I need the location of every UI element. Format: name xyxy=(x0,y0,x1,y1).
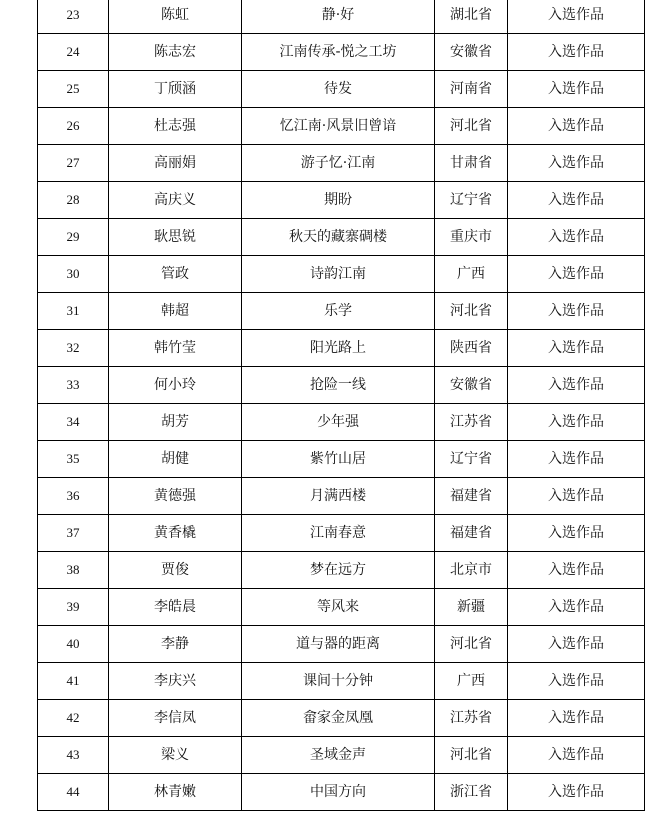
author-name-cell: 胡健 xyxy=(109,441,242,478)
province-cell: 河北省 xyxy=(435,737,508,774)
row-number-cell: 30 xyxy=(38,256,109,293)
status-cell: 入选作品 xyxy=(508,774,645,811)
table-row xyxy=(38,108,645,145)
province-cell: 辽宁省 xyxy=(435,182,508,219)
author-name-cell: 何小玲 xyxy=(109,367,242,404)
author-name-cell: 杜志强 xyxy=(109,108,242,145)
work-title-cell: 少年强 xyxy=(242,404,435,441)
table-row xyxy=(38,256,645,293)
row-number-cell: 36 xyxy=(38,478,109,515)
author-name-cell: 管政 xyxy=(109,256,242,293)
author-name-cell: 李信凤 xyxy=(109,700,242,737)
work-title-cell: 阳光路上 xyxy=(242,330,435,367)
row-number-cell: 31 xyxy=(38,293,109,330)
row-number-cell: 33 xyxy=(38,367,109,404)
status-cell: 入选作品 xyxy=(508,478,645,515)
status-cell: 入选作品 xyxy=(508,145,645,182)
author-name-cell: 李皓晨 xyxy=(109,589,242,626)
status-cell: 入选作品 xyxy=(508,404,645,441)
row-number-cell: 24 xyxy=(38,34,109,71)
work-title-cell: 游子忆·江南 xyxy=(242,145,435,182)
work-title-cell: 紫竹山居 xyxy=(242,441,435,478)
province-cell: 河南省 xyxy=(435,71,508,108)
row-number-cell: 43 xyxy=(38,737,109,774)
table-row xyxy=(38,774,645,811)
author-name-cell: 韩竹莹 xyxy=(109,330,242,367)
row-number-cell: 26 xyxy=(38,108,109,145)
author-name-cell: 贾俊 xyxy=(109,552,242,589)
status-cell: 入选作品 xyxy=(508,663,645,700)
work-title-cell: 江南春意 xyxy=(242,515,435,552)
row-number-cell: 29 xyxy=(38,219,109,256)
province-cell: 辽宁省 xyxy=(435,441,508,478)
province-cell: 广西 xyxy=(435,256,508,293)
author-name-cell: 高丽娟 xyxy=(109,145,242,182)
row-number-cell: 32 xyxy=(38,330,109,367)
status-cell: 入选作品 xyxy=(508,515,645,552)
row-number-cell: 25 xyxy=(38,71,109,108)
status-cell: 入选作品 xyxy=(508,441,645,478)
work-title-cell: 中国方向 xyxy=(242,774,435,811)
row-number-cell: 38 xyxy=(38,552,109,589)
row-number-cell: 40 xyxy=(38,626,109,663)
work-title-cell: 圣域金声 xyxy=(242,737,435,774)
province-cell: 河北省 xyxy=(435,293,508,330)
work-title-cell: 抢险一线 xyxy=(242,367,435,404)
province-cell: 重庆市 xyxy=(435,219,508,256)
author-name-cell: 黄香橇 xyxy=(109,515,242,552)
status-cell: 入选作品 xyxy=(508,589,645,626)
status-cell: 入选作品 xyxy=(508,0,645,34)
status-cell: 入选作品 xyxy=(508,330,645,367)
province-cell: 安徽省 xyxy=(435,34,508,71)
table-row xyxy=(38,293,645,330)
table-row xyxy=(38,182,645,219)
table-row xyxy=(38,219,645,256)
author-name-cell: 胡芳 xyxy=(109,404,242,441)
status-cell: 入选作品 xyxy=(508,71,645,108)
row-number-cell: 41 xyxy=(38,663,109,700)
province-cell: 陕西省 xyxy=(435,330,508,367)
work-title-cell: 道与器的距离 xyxy=(242,626,435,663)
status-cell: 入选作品 xyxy=(508,367,645,404)
province-cell: 北京市 xyxy=(435,552,508,589)
province-cell: 河北省 xyxy=(435,626,508,663)
work-title-cell: 等风来 xyxy=(242,589,435,626)
table-row xyxy=(38,0,645,34)
author-name-cell: 韩超 xyxy=(109,293,242,330)
province-cell: 福建省 xyxy=(435,515,508,552)
table-row xyxy=(38,589,645,626)
author-name-cell: 李庆兴 xyxy=(109,663,242,700)
author-name-cell: 陈虹 xyxy=(109,0,242,34)
table-row xyxy=(38,330,645,367)
author-name-cell: 高庆义 xyxy=(109,182,242,219)
status-cell: 入选作品 xyxy=(508,34,645,71)
status-cell: 入选作品 xyxy=(508,737,645,774)
row-number-cell: 37 xyxy=(38,515,109,552)
status-cell: 入选作品 xyxy=(508,256,645,293)
table-row xyxy=(38,145,645,182)
row-number-cell: 44 xyxy=(38,774,109,811)
work-title-cell: 忆江南·风景旧曾谙 xyxy=(242,108,435,145)
province-cell: 甘肃省 xyxy=(435,145,508,182)
work-title-cell: 待发 xyxy=(242,71,435,108)
status-cell: 入选作品 xyxy=(508,700,645,737)
row-number-cell: 34 xyxy=(38,404,109,441)
status-cell: 入选作品 xyxy=(508,182,645,219)
work-title-cell: 期盼 xyxy=(242,182,435,219)
table-row xyxy=(38,441,645,478)
author-name-cell: 黄德强 xyxy=(109,478,242,515)
province-cell: 安徽省 xyxy=(435,367,508,404)
results-table-body xyxy=(38,0,645,811)
table-row xyxy=(38,404,645,441)
row-number-cell: 28 xyxy=(38,182,109,219)
results-table xyxy=(37,0,645,811)
row-number-cell: 42 xyxy=(38,700,109,737)
status-cell: 入选作品 xyxy=(508,293,645,330)
status-cell: 入选作品 xyxy=(508,626,645,663)
status-cell: 入选作品 xyxy=(508,219,645,256)
province-cell: 福建省 xyxy=(435,478,508,515)
author-name-cell: 丁颀涵 xyxy=(109,71,242,108)
work-title-cell: 乐学 xyxy=(242,293,435,330)
work-title-cell: 诗韵江南 xyxy=(242,256,435,293)
work-title-cell: 静·好 xyxy=(242,0,435,34)
status-cell: 入选作品 xyxy=(508,108,645,145)
table-row xyxy=(38,515,645,552)
work-title-cell: 秋天的藏寨碉楼 xyxy=(242,219,435,256)
author-name-cell: 李静 xyxy=(109,626,242,663)
province-cell: 河北省 xyxy=(435,108,508,145)
table-row xyxy=(38,626,645,663)
work-title-cell: 梦在远方 xyxy=(242,552,435,589)
table-row xyxy=(38,71,645,108)
table-row xyxy=(38,737,645,774)
table-row xyxy=(38,478,645,515)
author-name-cell: 梁义 xyxy=(109,737,242,774)
table-row xyxy=(38,367,645,404)
author-name-cell: 林青嫩 xyxy=(109,774,242,811)
table-row xyxy=(38,34,645,71)
author-name-cell: 耿思锐 xyxy=(109,219,242,256)
province-cell: 湖北省 xyxy=(435,0,508,34)
row-number-cell: 23 xyxy=(38,0,109,34)
work-title-cell: 畲家金凤凰 xyxy=(242,700,435,737)
row-number-cell: 35 xyxy=(38,441,109,478)
province-cell: 新疆 xyxy=(435,589,508,626)
province-cell: 广西 xyxy=(435,663,508,700)
work-title-cell: 月满西楼 xyxy=(242,478,435,515)
row-number-cell: 39 xyxy=(38,589,109,626)
province-cell: 江苏省 xyxy=(435,700,508,737)
work-title-cell: 江南传承-悦之工坊 xyxy=(242,34,435,71)
province-cell: 浙江省 xyxy=(435,774,508,811)
province-cell: 江苏省 xyxy=(435,404,508,441)
row-number-cell: 27 xyxy=(38,145,109,182)
table-row xyxy=(38,700,645,737)
status-cell: 入选作品 xyxy=(508,552,645,589)
table-row xyxy=(38,552,645,589)
author-name-cell: 陈志宏 xyxy=(109,34,242,71)
work-title-cell: 课间十分钟 xyxy=(242,663,435,700)
table-row xyxy=(38,663,645,700)
